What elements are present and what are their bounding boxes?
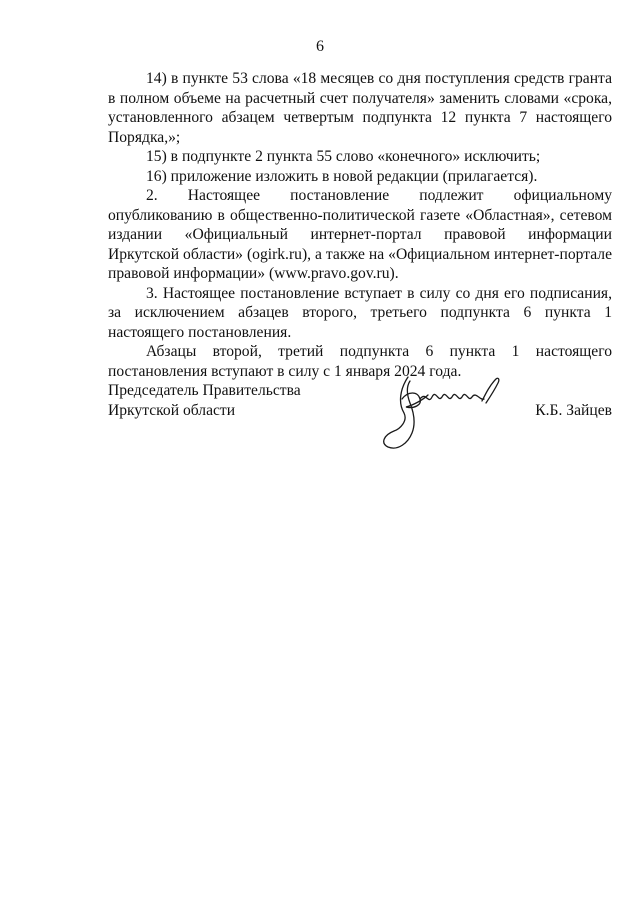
- signature-block: [108, 381, 612, 461]
- position-line-2: Иркутской области: [108, 401, 236, 419]
- position-word-government: Правительства: [202, 382, 301, 399]
- paragraph-publication: 2. Настоящее постановление подлежит официальному опубликованию в общественно-политической газете «Областная», сетевом издании «Официальный интернет-портал правовой информации Иркутской области» (ogirk.ru), а также на «Официальном интернет-портале правовой информации» (www.pravo.gov.ru).: [108, 187, 612, 282]
- position-line-1: [108, 381, 313, 401]
- handwritten-signature: [370, 369, 520, 449]
- document-body: [108, 69, 612, 381]
- paragraph-exception-date: Абзацы второй, третий подпункта 6 пункта 1 настоящего постановления вступают в силу с 1 января 2024 года.: [108, 343, 612, 380]
- position-word-chairman: Председатель: [108, 382, 199, 399]
- paragraph-item-14: 14) в пункте 53 слова «18 месяцев со дня поступления средств гранта в полном объеме на расчетный счет получателя» заменить словами «срока, установленного абзацем четвертым подпункта 12 пункта 7 настоящего Порядка,»;: [108, 70, 612, 146]
- signatory-position: [108, 381, 313, 420]
- page-number: 6: [316, 38, 324, 55]
- paragraph-entry-into-force: 3. Настоящее постановление вступает в силу со дня его подписания, за исключением абзацев второго, третьего подпункта 6 пункта 1 настоящего постановления.: [108, 284, 612, 341]
- paragraph-item-15: 15) в подпункте 2 пункта 55 слово «конечного» исключить;: [146, 148, 541, 165]
- paragraph-item-16: 16) приложение изложить в новой редакции (прилагается).: [146, 167, 538, 185]
- signatory-name: К.Б. Зайцев: [535, 402, 612, 419]
